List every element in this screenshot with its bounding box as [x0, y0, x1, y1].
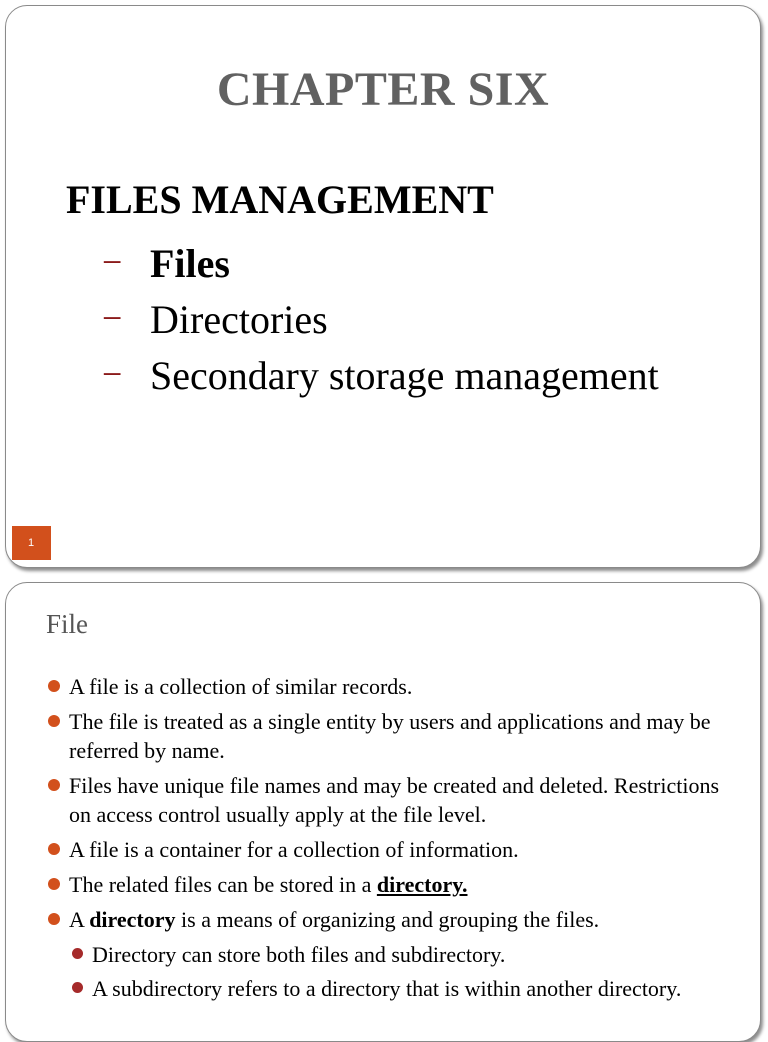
slide-2	[5, 582, 761, 1042]
section-heading: FILES MANAGEMENT	[66, 177, 494, 222]
bullet-text: Files have unique file names and may be created and deleted. Restrictions on access control usually apply at the file level.	[69, 773, 719, 827]
bullet-text: The file is treated as a single entity by users and applications and may be referred by name.	[69, 709, 711, 763]
list-item	[46, 870, 730, 899]
sub-list-item	[70, 974, 730, 1003]
slide-1	[5, 5, 761, 568]
bullet-dot-icon	[48, 715, 60, 727]
bullet-text: Directory can store both files and subdirectory.	[92, 942, 506, 967]
bullet-text: A subdirectory refers to a directory that is within another directory.	[92, 976, 682, 1001]
bullet-dot-icon	[48, 913, 60, 925]
dash-bullet-icon: −	[102, 298, 123, 338]
sub-bullet-dot-icon	[72, 982, 83, 993]
topic-label: Secondary storage management	[150, 353, 659, 398]
topic-item-secondary-storage	[102, 354, 659, 410]
topic-list	[102, 242, 659, 410]
chapter-title: CHAPTER SIX	[216, 63, 550, 116]
list-item	[46, 905, 730, 934]
list-item	[46, 771, 730, 829]
bullet-list	[46, 672, 730, 1008]
bullet-text-suffix: is a means of organizing and grouping the files.	[175, 907, 600, 932]
bullet-dot-icon	[48, 843, 60, 855]
bullet-text: A file is a container for a collection of information.	[69, 837, 519, 862]
slide-number-badge: 1	[12, 526, 51, 560]
slide-title: File	[46, 609, 89, 639]
topic-label: Directories	[150, 297, 328, 342]
dash-bullet-icon: −	[102, 242, 123, 282]
topic-item-directories	[102, 298, 659, 354]
sub-list-item	[70, 940, 730, 969]
bullet-text-prefix: The related files can be stored in a	[69, 872, 377, 897]
sub-bullet-dot-icon	[72, 948, 83, 959]
list-item	[46, 707, 730, 765]
bullet-dot-icon	[48, 878, 60, 890]
directory-term: directory.	[376, 872, 468, 897]
bullet-dot-icon	[48, 680, 60, 692]
bullet-text: A file is a collection of similar records.	[69, 674, 413, 699]
bullet-dot-icon	[48, 779, 60, 791]
list-item	[46, 835, 730, 864]
topic-label: Files	[150, 241, 230, 286]
topic-item-files	[102, 242, 659, 298]
list-item	[46, 672, 730, 701]
directory-term: directory	[89, 907, 176, 932]
bullet-text-prefix: A	[69, 907, 90, 932]
dash-bullet-icon: −	[102, 354, 123, 394]
